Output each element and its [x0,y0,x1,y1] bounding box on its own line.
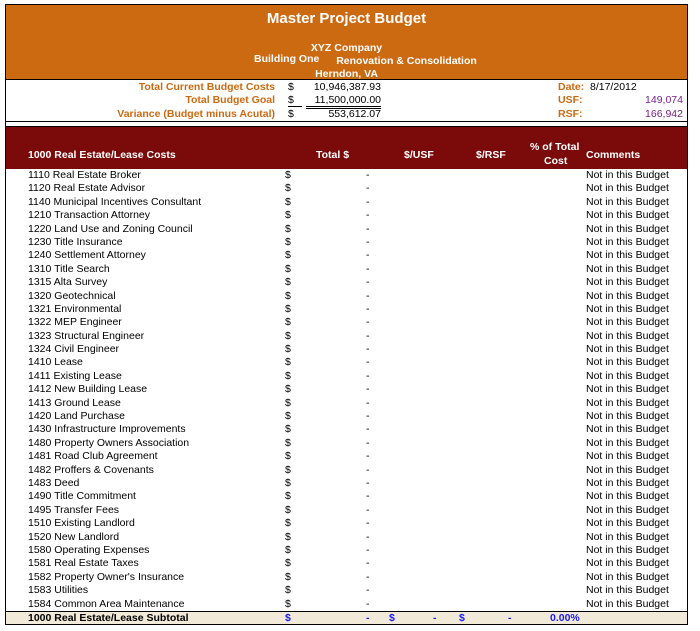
date-label: Date: [558,81,585,93]
row-comment: Not in this Budget [586,503,669,516]
row-dollar-sign: $ [285,503,291,516]
table-row [6,464,687,477]
row-item-name: 1520 New Landlord [28,530,120,543]
table-row [6,477,687,490]
row-comment: Not in this Budget [586,490,669,503]
row-total-value: - [366,584,370,597]
row-item-name: 1482 Proffers & Covenants [28,463,154,476]
table-row [6,504,687,517]
row-comment: Not in this Budget [586,530,669,543]
row-item-name: 1584 Common Area Maintenance [28,597,185,610]
subtotal-usf-dollar: $ [389,611,395,624]
row-dollar-sign: $ [285,169,291,181]
row-dollar-sign: $ [285,476,291,489]
table-row [6,571,687,584]
row-comment: Not in this Budget [586,262,669,275]
row-item-name: 1490 Title Commitment [28,490,136,503]
row-item-name: 1481 Road Club Agreement [28,450,158,463]
row-dollar-sign: $ [285,222,291,235]
row-dollar-sign: $ [285,209,291,222]
row-dollar-sign: $ [285,396,291,409]
row-total-value: - [366,570,370,583]
usf-column-header: $/USF [404,149,434,161]
row-total-value: - [366,262,370,275]
table-row [6,383,687,396]
row-item-name: 1140 Municipal Incentives Consultant [28,195,202,208]
row-comment: Not in this Budget [586,570,669,583]
row-dollar-sign: $ [285,570,291,583]
table-row [6,517,687,530]
row-total-value: - [366,383,370,396]
row-comment: Not in this Budget [586,476,669,489]
company-block [6,42,687,81]
subtotal-label: 1000 Real Estate/Lease Subtotal [28,611,189,624]
table-row [6,196,687,209]
row-dollar-sign: $ [285,369,291,382]
row-dollar-sign: $ [285,249,291,262]
rsf-value: 166,942 [645,108,683,120]
row-total-value: - [366,182,370,195]
row-dollar-sign: $ [285,262,291,275]
row-dollar-sign: $ [285,316,291,329]
variance-label: Variance (Budget minus Acutal) [117,108,275,120]
row-dollar-sign: $ [285,543,291,556]
total-column-header: Total $ [316,149,350,161]
row-item-name: 1240 Settlement Attorney [28,249,146,262]
table-row [6,356,687,369]
row-total-value: - [366,343,370,356]
table-row [6,290,687,303]
table-row [6,490,687,503]
subtotal-total-dollar: $ [285,611,291,624]
row-comment: Not in this Budget [586,543,669,556]
row-item-name: 1323 Structural Engineer [28,329,145,342]
row-comment: Not in this Budget [586,289,669,302]
row-item-name: 1583 Utilities [28,584,89,597]
table-row [6,343,687,356]
row-total-value: - [366,597,370,610]
row-dollar-sign: $ [285,343,291,356]
row-dollar-sign: $ [285,235,291,248]
subtotal-usf-value: - [433,611,437,624]
table-row [6,450,687,463]
row-comment: Not in this Budget [586,182,669,195]
row-item-name: 1495 Transfer Fees [28,503,120,516]
project-name: Renovation & Consolidation [336,55,477,67]
usf-label: USF: [558,94,583,106]
usf-value: 149,074 [645,94,683,106]
table-row [6,410,687,423]
row-comment: Not in this Budget [586,356,669,369]
rsf-column-header: $/RSF [476,149,506,161]
row-dollar-sign: $ [285,490,291,503]
table-row [6,557,687,570]
variance-dollar: $ [288,108,294,120]
variance-value: 553,612.07 [328,108,381,120]
row-dollar-sign: $ [285,182,291,195]
budget-goal-label: Total Budget Goal [185,94,275,106]
table-row [6,223,687,236]
row-comment: Not in this Budget [586,423,669,436]
row-total-value: - [366,169,370,181]
row-dollar-sign: $ [285,450,291,463]
current-costs-value: 10,946,387.93 [313,81,381,93]
row-total-value: - [366,490,370,503]
current-costs-label: Total Current Budget Costs [138,81,275,93]
table-row [6,584,687,597]
row-comment: Not in this Budget [586,343,669,356]
row-dollar-sign: $ [285,329,291,342]
table-row [6,249,687,262]
row-item-name: 1322 MEP Engineer [28,316,122,329]
row-comment: Not in this Budget [586,463,669,476]
budget-summary [6,80,687,122]
row-total-value: - [366,316,370,329]
row-comment: Not in this Budget [586,396,669,409]
row-total-value: - [366,503,370,516]
row-item-name: 1411 Existing Lease [28,369,122,382]
row-dollar-sign: $ [285,584,291,597]
subtotal-row [6,611,687,624]
pct-column-header-line2: Cost [544,155,568,167]
row-total-value: - [366,463,370,476]
row-comment: Not in this Budget [586,410,669,423]
row-comment: Not in this Budget [586,383,669,396]
row-total-value: - [366,276,370,289]
row-comment: Not in this Budget [586,302,669,315]
section-header: 1000 Real Estate/Lease Costs [28,149,176,161]
row-comment: Not in this Budget [586,597,669,610]
table-row [6,330,687,343]
rsf-label: RSF: [558,108,583,120]
row-item-name: 1430 Infrastructure Improvements [28,423,186,436]
project-location: Herndon, VA [315,68,378,80]
row-item-name: 1413 Ground Lease [28,396,121,409]
subtotal-rsf-value: - [508,611,512,624]
row-total-value: - [366,396,370,409]
row-dollar-sign: $ [285,195,291,208]
row-item-name: 1310 Title Search [28,262,110,275]
building-name: Building One [254,53,320,65]
row-item-name: 1120 Real Estate Advisor [28,182,146,195]
subtotal-pct: 0.00% [550,611,580,624]
row-total-value: - [366,222,370,235]
date-value: 8/17/2012 [590,81,637,93]
row-total-value: - [366,476,370,489]
row-comment: Not in this Budget [586,235,669,248]
row-item-name: 1412 New Building Lease [28,383,148,396]
row-comment: Not in this Budget [586,209,669,222]
row-dollar-sign: $ [285,383,291,396]
row-item-name: 1480 Property Owners Association [28,436,190,449]
table-row [6,169,687,182]
row-comment: Not in this Budget [586,450,669,463]
row-total-value: - [366,329,370,342]
row-item-name: 1324 Civil Engineer [28,343,120,356]
row-item-name: 1321 Environmental [28,302,122,315]
row-total-value: - [366,195,370,208]
row-item-name: 1220 Land Use and Zoning Council [28,222,193,235]
table-row [6,531,687,544]
row-comment: Not in this Budget [586,316,669,329]
row-item-name: 1230 Title Insurance [28,235,123,248]
row-dollar-sign: $ [285,356,291,369]
row-item-name: 1315 Alta Survey [28,276,108,289]
row-comment: Not in this Budget [586,369,669,382]
row-total-value: - [366,530,370,543]
row-total-value: - [366,410,370,423]
row-dollar-sign: $ [285,410,291,423]
row-item-name: 1510 Existing Landlord [28,517,135,530]
table-row [6,316,687,329]
company-name: XYZ Company [310,42,383,54]
row-dollar-sign: $ [285,530,291,543]
row-comment: Not in this Budget [586,436,669,449]
subtotal-total-value: - [366,611,370,624]
row-item-name: 1581 Real Estate Taxes [28,557,139,570]
row-total-value: - [366,450,370,463]
row-item-name: 1320 Geotechnical [28,289,116,302]
pct-column-header-line1: % of Total [530,141,580,153]
row-total-value: - [366,543,370,556]
row-item-name: 1110 Real Estate Broker [28,169,141,181]
row-dollar-sign: $ [285,463,291,476]
row-total-value: - [366,557,370,570]
budget-sheet [5,4,688,625]
row-item-name: 1580 Operating Expenses [28,543,150,556]
row-total-value: - [366,209,370,222]
row-comment: Not in this Budget [586,169,669,181]
table-row [6,236,687,249]
budget-goal-value: 11,500,000.00 [306,94,381,109]
row-item-name: 1210 Transaction Attorney [28,209,150,222]
comments-column-header: Comments [586,149,641,161]
table-row [6,544,687,557]
table-header [6,127,687,169]
row-dollar-sign: $ [285,289,291,302]
budget-goal-dollar: $ [288,94,302,107]
row-item-name: 1483 Deed [28,476,80,489]
row-total-value: - [366,302,370,315]
budget-rows [6,169,687,611]
row-comment: Not in this Budget [586,249,669,262]
row-comment: Not in this Budget [586,584,669,597]
row-item-name: 1582 Property Owner's Insurance [28,570,185,583]
row-dollar-sign: $ [285,517,291,530]
row-dollar-sign: $ [285,302,291,315]
table-row [6,370,687,383]
row-total-value: - [366,249,370,262]
table-row [6,437,687,450]
row-dollar-sign: $ [285,276,291,289]
current-costs-dollar: $ [288,81,294,93]
row-comment: Not in this Budget [586,329,669,342]
row-total-value: - [366,289,370,302]
row-total-value: - [366,423,370,436]
row-comment: Not in this Budget [586,222,669,235]
row-total-value: - [366,369,370,382]
table-row [6,209,687,222]
row-dollar-sign: $ [285,597,291,610]
row-dollar-sign: $ [285,436,291,449]
table-row [6,263,687,276]
row-dollar-sign: $ [285,557,291,570]
row-total-value: - [366,436,370,449]
table-row [6,397,687,410]
subtotal-rsf-dollar: $ [459,611,465,624]
title-block [6,5,687,80]
table-row [6,598,687,611]
table-row [6,423,687,436]
row-comment: Not in this Budget [586,195,669,208]
page-title: Master Project Budget [266,10,427,27]
row-dollar-sign: $ [285,423,291,436]
row-comment: Not in this Budget [586,517,669,530]
table-row [6,303,687,316]
row-item-name: 1420 Land Purchase [28,410,125,423]
row-comment: Not in this Budget [586,557,669,570]
table-row [6,182,687,195]
row-total-value: - [366,356,370,369]
row-total-value: - [366,517,370,530]
row-comment: Not in this Budget [586,276,669,289]
row-item-name: 1410 Lease [28,356,83,369]
table-row [6,276,687,289]
row-total-value: - [366,235,370,248]
